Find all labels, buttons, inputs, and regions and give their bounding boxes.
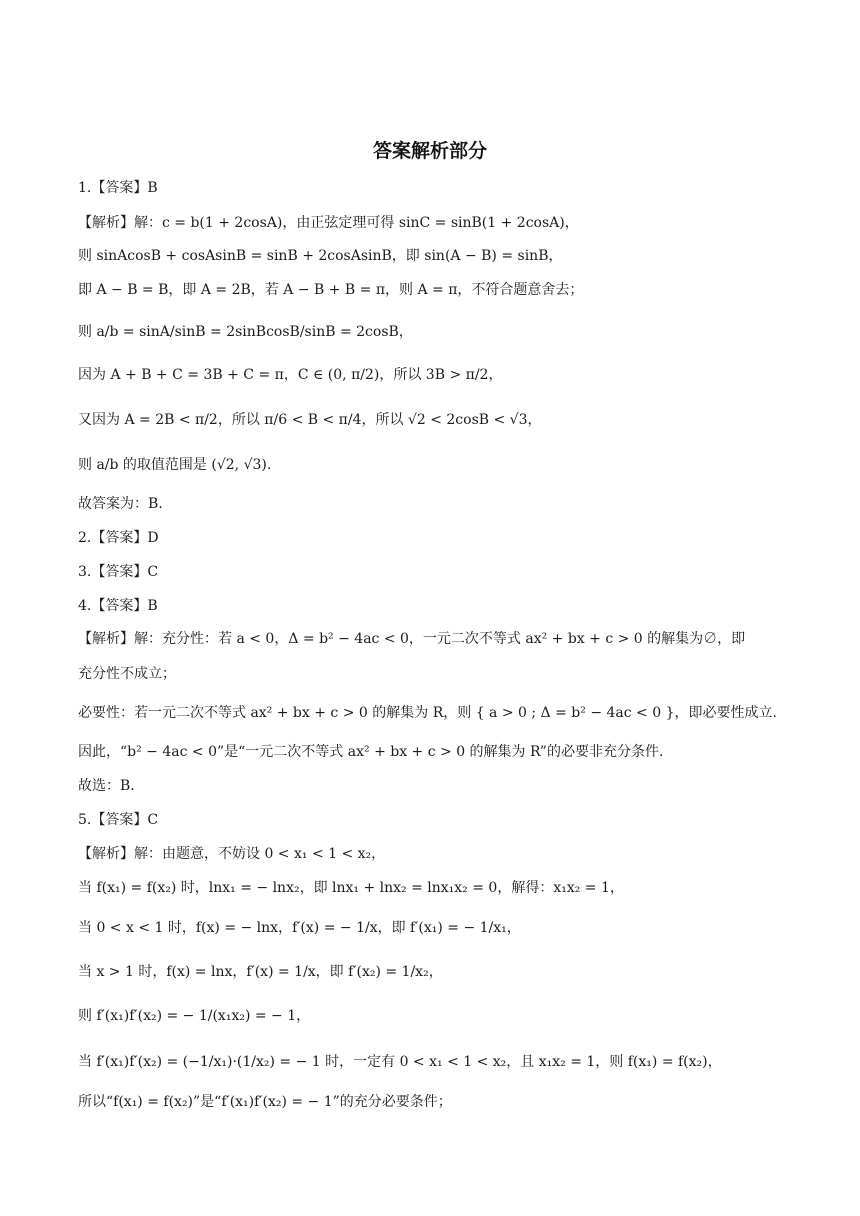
page-title: 答案解析部分	[372, 140, 487, 162]
analysis-5-line-5: 则 f′(x₁)f′(x₂) = − 1/(x₁x₂) = − 1，	[78, 1008, 311, 1024]
analysis-1-line-4: 则 a/b = sinA/sinB = 2sinBcosB/sinB = 2cosB，	[78, 324, 413, 340]
analysis-5-line-7: 所以“f(x₁) = f(x₂)”是“f′(x₁)f′(x₂) = − 1”的充分必要条件；	[78, 1094, 452, 1110]
analysis-4-line-4: 因此，“b² − 4ac < 0”是“一元二次不等式 ax² + bx + c > 0 的解集为 R”的必要非充分条件.	[78, 744, 664, 760]
analysis-5-line-1: 【解析】解：由题意，不妨设 0 < x₁ < 1 < x₂，	[78, 846, 386, 862]
analysis-1-line-6: 又因为 A = 2B < π/2，所以 π/6 < B < π/4，所以 √2 < 2cosB < √3，	[78, 412, 542, 428]
analysis-5-line-4: 当 x > 1 时，f(x) = lnx，f′(x) = 1/x，即 f′(x₂) = 1/x₂，	[78, 964, 443, 980]
analysis-5-line-3: 当 0 < x < 1 时，f(x) = − lnx，f′(x) = − 1/x，即 f′(x₁) = − 1/x₁，	[78, 920, 521, 936]
analysis-1-line-1: 【解析】解：c = b(1 + 2cosA)，由正弦定理可得 sinC = sinB(1 + 2cosA)，	[78, 215, 579, 231]
analysis-4-conclusion: 故选：B.	[78, 778, 135, 794]
analysis-1-line-2: 则 sinAcosB + cosAsinB = sinB + 2cosAsinB，即 sin(A − B) = sinB，	[78, 248, 563, 264]
answer-1-label: 1.【答案】B	[78, 180, 158, 196]
analysis-1-conclusion: 故答案为：B.	[78, 496, 163, 512]
analysis-1-line-7: 则 a/b 的取值范围是 (√2, √3).	[78, 457, 272, 473]
analysis-4-line-3: 必要性：若一元二次不等式 ax² + bx + c > 0 的解集为 R，则 { a > 0 ; Δ = b² − 4ac < 0 }，即必要性成立.	[78, 705, 777, 721]
answer-4-label: 4.【答案】B	[78, 598, 158, 614]
analysis-5-line-2: 当 f(x₁) = f(x₂) 时，lnx₁ = − lnx₂，即 lnx₁ + lnx₂ = lnx₁x₂ = 0，解得：x₁x₂ = 1，	[78, 880, 624, 896]
answer-2-label: 2.【答案】D	[78, 530, 159, 546]
analysis-1-line-3: 即 A − B = B，即 A = 2B，若 A − B + B = π，则 A = π，不符合题意舍去；	[78, 282, 584, 298]
analysis-1-line-5: 因为 A + B + C = 3B + C = π，C ∈ (0, π/2)，所以 3B > π/2，	[78, 367, 503, 383]
analysis-5-line-6: 当 f′(x₁)f′(x₂) = (−1/x₁)·(1/x₂) = − 1 时，一定有 0 < x₁ < 1 < x₂，且 x₁x₂ = 1，则 f(x₁) = f(x₂)，	[78, 1054, 722, 1070]
answer-5-label: 5.【答案】C	[78, 812, 159, 828]
analysis-4-line-2: 充分性不成立；	[78, 666, 176, 682]
analysis-4-line-1: 【解析】解：充分性：若 a < 0，Δ = b² − 4ac < 0，一元二次不等式 ax² + bx + c > 0 的解集为∅，即	[78, 631, 746, 647]
answer-3-label: 3.【答案】C	[78, 564, 159, 580]
